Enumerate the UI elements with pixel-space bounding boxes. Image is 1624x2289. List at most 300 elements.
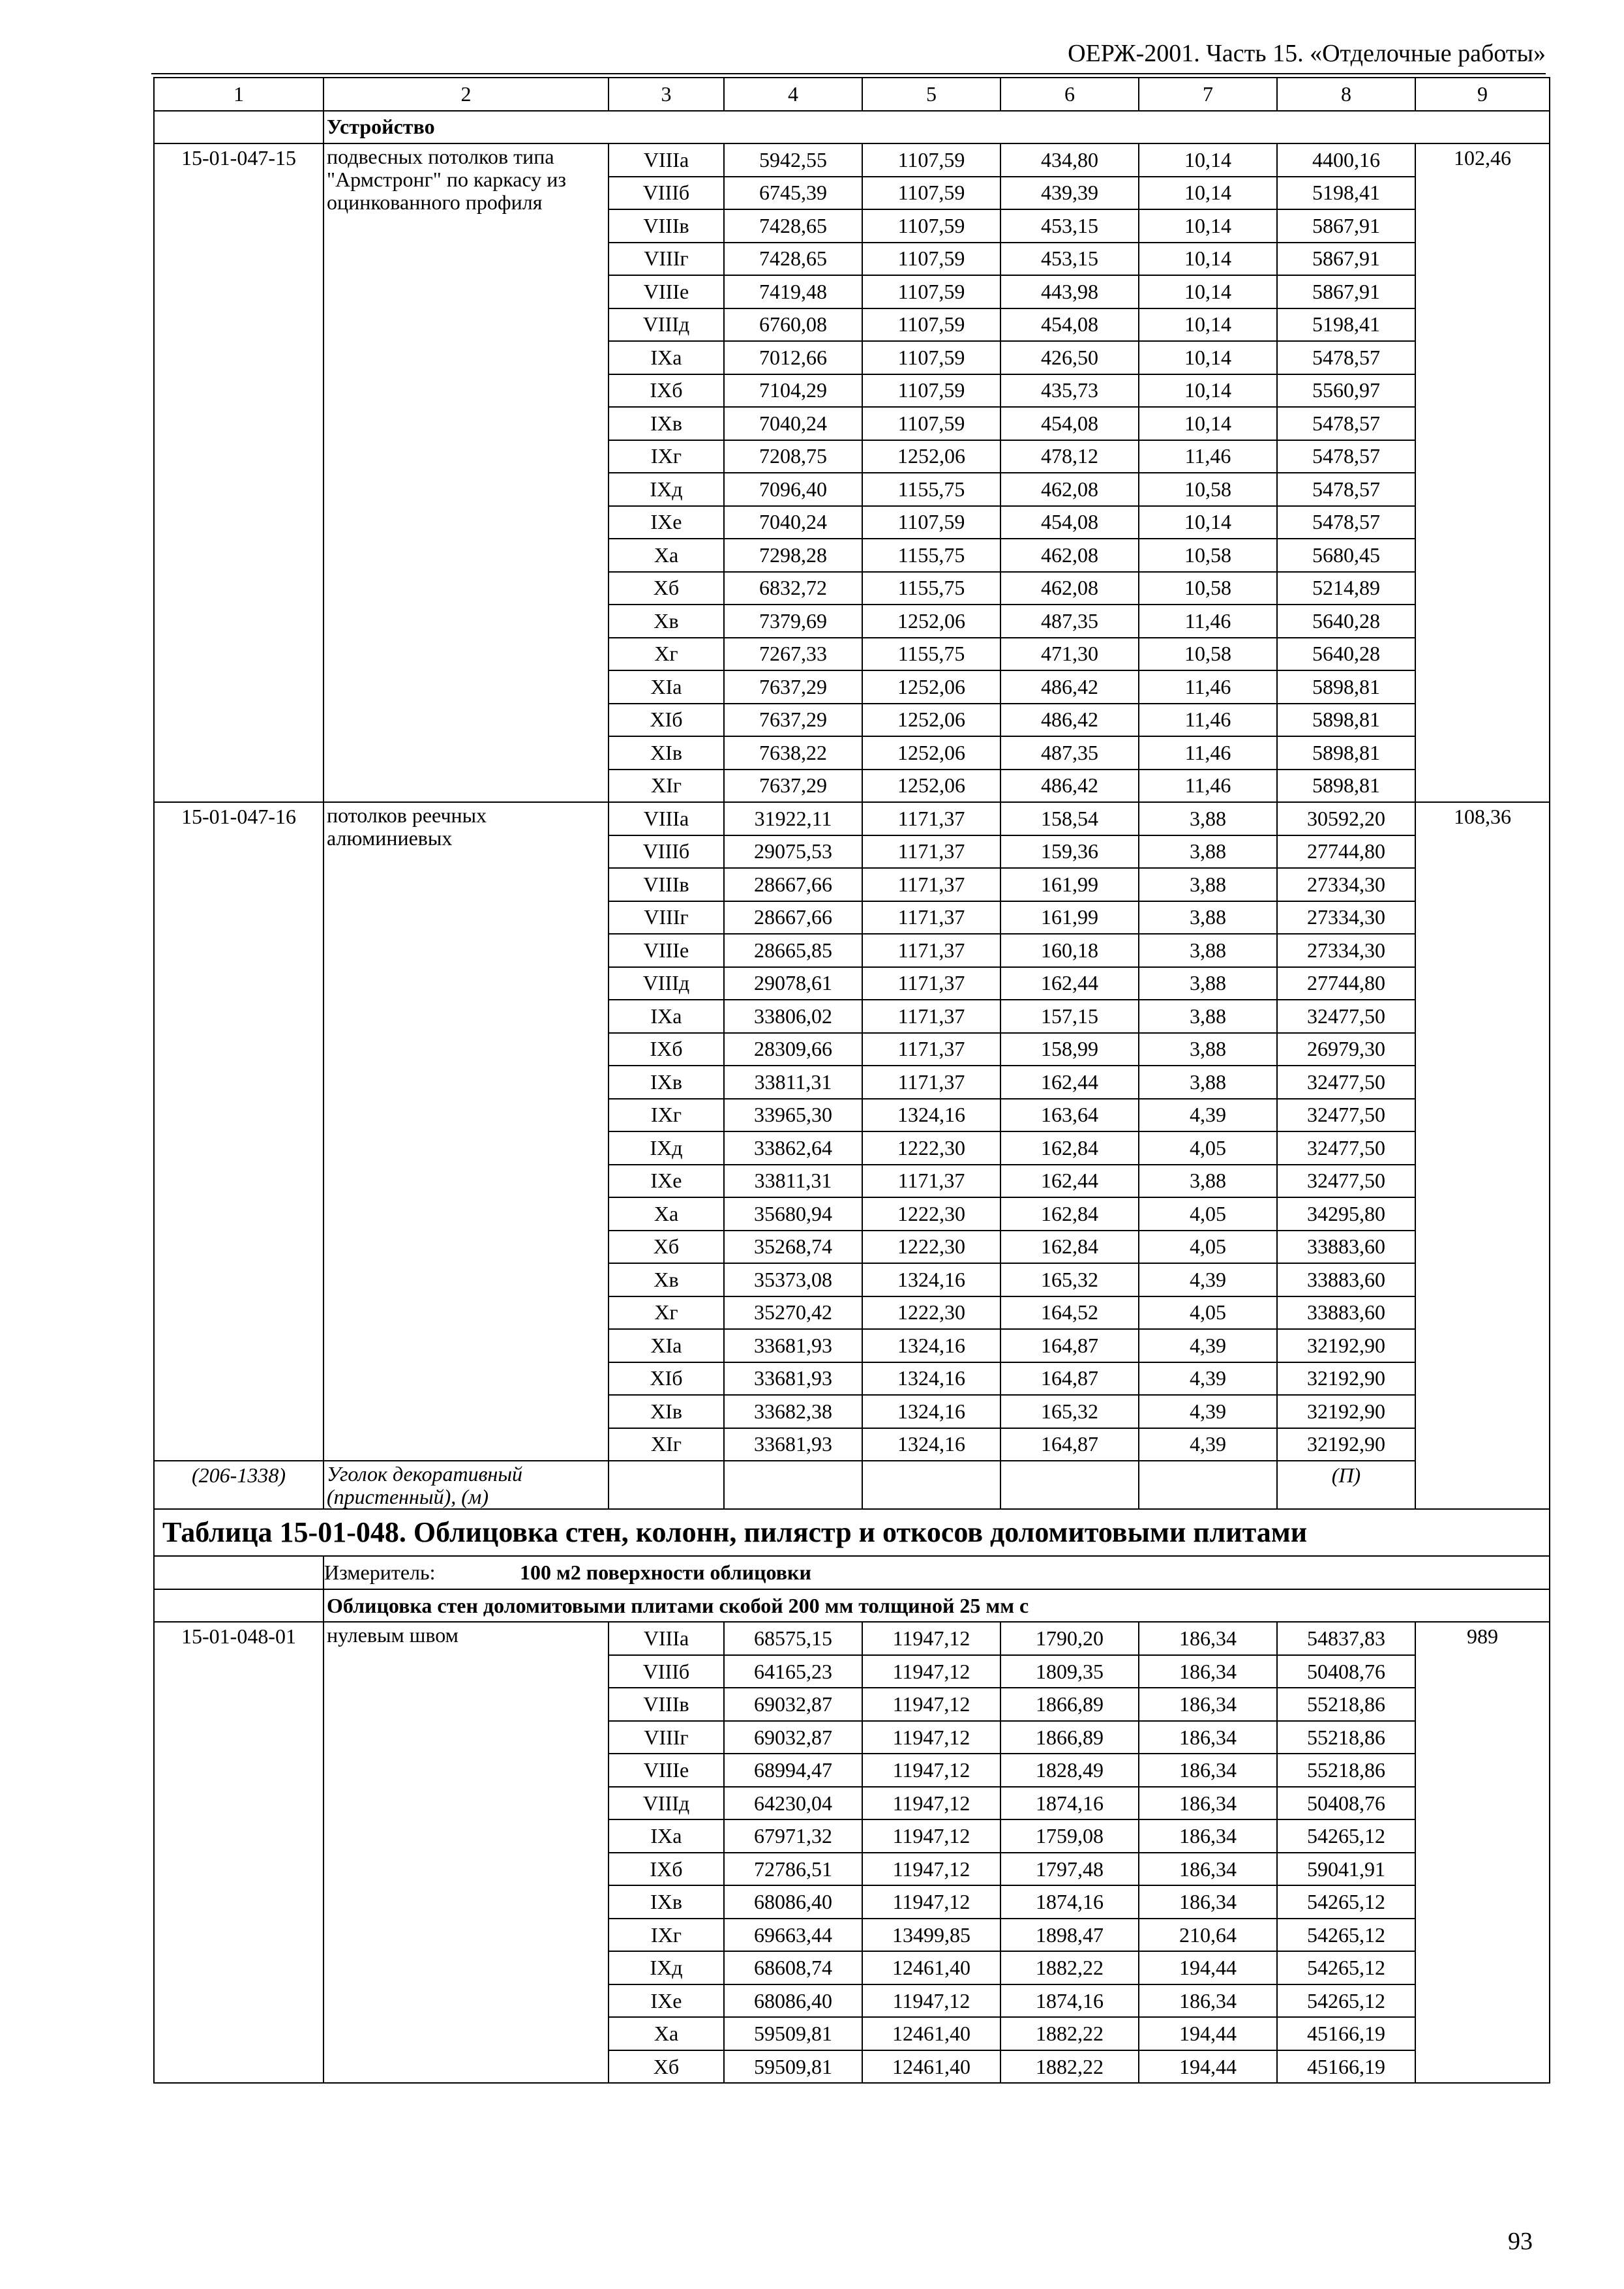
note-name: Уголок декоративный (пристенный), (м) — [323, 1461, 609, 1509]
value-cell: 5867,91 — [1277, 243, 1415, 276]
value-cell: 11947,12 — [862, 1819, 1000, 1853]
zone-cell: IXе — [609, 1984, 724, 2018]
value-cell: 72786,51 — [724, 1853, 862, 1886]
value-cell: 10,14 — [1139, 308, 1277, 342]
value-cell: 59509,81 — [724, 2017, 862, 2050]
value-cell: 7428,65 — [724, 209, 862, 243]
value-cell: 3,88 — [1139, 868, 1277, 901]
value-cell: 1252,06 — [862, 605, 1000, 638]
zone-cell: VIIIв — [609, 868, 724, 901]
zone-cell: VIIIв — [609, 209, 724, 243]
value-cell: 11947,12 — [862, 1885, 1000, 1919]
value-cell: 1324,16 — [862, 1362, 1000, 1396]
value-cell: 7040,24 — [724, 407, 862, 440]
value-cell: 29078,61 — [724, 967, 862, 1000]
zone-cell: XIа — [609, 670, 724, 704]
value-cell: 5478,57 — [1277, 341, 1415, 374]
value-cell: 1252,06 — [862, 670, 1000, 704]
value-cell: 162,44 — [1000, 967, 1139, 1000]
value-cell: 1171,37 — [862, 1066, 1000, 1099]
value-cell: 59509,81 — [724, 2050, 862, 2084]
value-cell: 7637,29 — [724, 704, 862, 737]
value-cell: 478,12 — [1000, 440, 1139, 473]
value-cell: 11947,12 — [862, 1853, 1000, 1886]
value-cell: 1171,37 — [862, 1000, 1000, 1033]
zone-cell: IXд — [609, 1131, 724, 1165]
value-cell: 4,05 — [1139, 1131, 1277, 1165]
note-code: (206-1338) — [154, 1461, 323, 1509]
value-cell: 1809,35 — [1000, 1655, 1139, 1688]
value-cell: 5898,81 — [1277, 770, 1415, 803]
value-cell: 160,18 — [1000, 934, 1139, 967]
value-cell: 55218,86 — [1277, 1721, 1415, 1754]
value-cell: 434,80 — [1000, 143, 1139, 177]
zone-cell: XIв — [609, 1395, 724, 1428]
value-cell: 1171,37 — [862, 901, 1000, 935]
section-heading-row — [154, 111, 1550, 144]
value-cell: 1324,16 — [862, 1263, 1000, 1296]
zone-cell: IXа — [609, 1819, 724, 1853]
value-cell: 32477,50 — [1277, 1165, 1415, 1198]
value-cell: 1866,89 — [1000, 1688, 1139, 1721]
table-title-row — [154, 1509, 1550, 1556]
value-cell: 186,34 — [1139, 1853, 1277, 1886]
value-cell: 7267,33 — [724, 638, 862, 671]
value-cell: 45166,19 — [1277, 2050, 1415, 2084]
value-cell: 7208,75 — [724, 440, 862, 473]
value-cell: 1107,59 — [862, 341, 1000, 374]
zone-cell: VIIIг — [609, 901, 724, 935]
value-cell: 5898,81 — [1277, 736, 1415, 770]
zone-cell: IXе — [609, 1165, 724, 1198]
zone-cell: Xг — [609, 638, 724, 671]
value-cell: 28309,66 — [724, 1033, 862, 1066]
table-row — [154, 143, 1550, 177]
empty-cell — [862, 1461, 1000, 1509]
value-cell: 1107,59 — [862, 243, 1000, 276]
page-header: ОЕРЖ-2001. Часть 15. «Отделочные работы» — [1068, 40, 1546, 67]
subheading: Облицовка стен доломитовыми плитами скобой 200 мм толщиной 25 мм с — [323, 1589, 1550, 1623]
value-cell: 11,46 — [1139, 704, 1277, 737]
value-cell: 10,58 — [1139, 473, 1277, 506]
value-cell: 32192,90 — [1277, 1395, 1415, 1428]
value-cell: 67971,32 — [724, 1819, 862, 1853]
value-cell: 158,54 — [1000, 802, 1139, 835]
value-cell: 1252,06 — [862, 704, 1000, 737]
zone-cell: IXб — [609, 1853, 724, 1886]
value-cell: 1882,22 — [1000, 1951, 1139, 1984]
col9-value: 108,36 — [1415, 802, 1550, 1509]
value-cell: 10,58 — [1139, 572, 1277, 605]
zone-cell: IXг — [609, 440, 724, 473]
zone-cell: VIIIе — [609, 1754, 724, 1787]
value-cell: 1107,59 — [862, 374, 1000, 408]
value-cell: 4,39 — [1139, 1428, 1277, 1461]
value-cell: 1790,20 — [1000, 1622, 1139, 1655]
col-number: 4 — [724, 78, 862, 111]
value-cell: 162,84 — [1000, 1197, 1139, 1231]
value-cell: 5560,97 — [1277, 374, 1415, 408]
value-cell: 7096,40 — [724, 473, 862, 506]
zone-cell: VIIIг — [609, 1721, 724, 1754]
note-col8: (П) — [1277, 1461, 1415, 1509]
zone-cell: VIIIе — [609, 934, 724, 967]
value-cell: 55218,86 — [1277, 1688, 1415, 1721]
value-cell: 5942,55 — [724, 143, 862, 177]
value-cell: 453,15 — [1000, 209, 1139, 243]
value-cell: 454,08 — [1000, 506, 1139, 539]
value-cell: 7638,22 — [724, 736, 862, 770]
value-cell: 10,14 — [1139, 209, 1277, 243]
value-cell: 1155,75 — [862, 539, 1000, 572]
value-cell: 33883,60 — [1277, 1263, 1415, 1296]
value-cell: 33883,60 — [1277, 1231, 1415, 1264]
value-cell: 33681,93 — [724, 1329, 862, 1362]
value-cell: 11947,12 — [862, 1655, 1000, 1688]
zone-cell: IXд — [609, 1951, 724, 1984]
zone-cell: IXа — [609, 341, 724, 374]
value-cell: 7637,29 — [724, 670, 862, 704]
value-cell: 164,87 — [1000, 1428, 1139, 1461]
table-row — [154, 802, 1550, 835]
value-cell: 5680,45 — [1277, 539, 1415, 572]
value-cell: 186,34 — [1139, 1721, 1277, 1754]
value-cell: 33811,31 — [724, 1066, 862, 1099]
zone-cell: IXв — [609, 407, 724, 440]
value-cell: 3,88 — [1139, 901, 1277, 935]
zone-cell: VIIIа — [609, 143, 724, 177]
value-cell: 454,08 — [1000, 407, 1139, 440]
value-cell: 11,46 — [1139, 440, 1277, 473]
value-cell: 32477,50 — [1277, 1099, 1415, 1132]
value-cell: 1222,30 — [862, 1131, 1000, 1165]
value-cell: 4,05 — [1139, 1197, 1277, 1231]
empty-cell — [154, 1589, 323, 1623]
value-cell: 462,08 — [1000, 473, 1139, 506]
value-cell: 4400,16 — [1277, 143, 1415, 177]
value-cell: 5867,91 — [1277, 209, 1415, 243]
value-cell: 1171,37 — [862, 967, 1000, 1000]
value-cell: 33811,31 — [724, 1165, 862, 1198]
value-cell: 10,14 — [1139, 341, 1277, 374]
value-cell: 1866,89 — [1000, 1721, 1139, 1754]
value-cell: 11,46 — [1139, 670, 1277, 704]
value-cell: 5478,57 — [1277, 506, 1415, 539]
zone-cell: Xв — [609, 1263, 724, 1296]
zone-cell: Xб — [609, 572, 724, 605]
value-cell: 1252,06 — [862, 736, 1000, 770]
value-cell: 1828,49 — [1000, 1754, 1139, 1787]
value-cell: 1324,16 — [862, 1428, 1000, 1461]
value-cell: 1107,59 — [862, 275, 1000, 308]
note-row — [154, 1461, 1550, 1509]
zone-cell: IXг — [609, 1919, 724, 1952]
value-cell: 10,14 — [1139, 243, 1277, 276]
zone-cell: VIIIд — [609, 308, 724, 342]
value-cell: 10,14 — [1139, 143, 1277, 177]
value-cell: 3,88 — [1139, 967, 1277, 1000]
col-number: 1 — [154, 78, 323, 111]
value-cell: 210,64 — [1139, 1919, 1277, 1952]
zone-cell: VIIIа — [609, 1622, 724, 1655]
value-cell: 30592,20 — [1277, 802, 1415, 835]
value-cell: 32477,50 — [1277, 1131, 1415, 1165]
value-cell: 33862,64 — [724, 1131, 862, 1165]
zone-cell: XIг — [609, 770, 724, 803]
value-cell: 443,98 — [1000, 275, 1139, 308]
value-cell: 55218,86 — [1277, 1754, 1415, 1787]
value-cell: 1874,16 — [1000, 1787, 1139, 1820]
value-cell: 10,14 — [1139, 407, 1277, 440]
value-cell: 1882,22 — [1000, 2050, 1139, 2084]
value-cell: 54265,12 — [1277, 1984, 1415, 2018]
value-cell: 3,88 — [1139, 1000, 1277, 1033]
norm-code: 15-01-047-16 — [154, 802, 323, 1461]
value-cell: 32477,50 — [1277, 1000, 1415, 1033]
table-title: Таблица 15-01-048. Облицовка стен, колонн, пилястр и откосов доломитовыми плитами — [154, 1509, 1550, 1556]
value-cell: 10,58 — [1139, 539, 1277, 572]
value-cell: 31922,11 — [724, 802, 862, 835]
value-cell: 4,39 — [1139, 1329, 1277, 1362]
zone-cell: IXв — [609, 1885, 724, 1919]
value-cell: 163,64 — [1000, 1099, 1139, 1132]
value-cell: 1874,16 — [1000, 1984, 1139, 2018]
zone-cell: VIIIб — [609, 1655, 724, 1688]
value-cell: 27334,30 — [1277, 934, 1415, 967]
value-cell: 32192,90 — [1277, 1428, 1415, 1461]
value-cell: 50408,76 — [1277, 1787, 1415, 1820]
value-cell: 453,15 — [1000, 243, 1139, 276]
value-cell: 462,08 — [1000, 539, 1139, 572]
page-number: 93 — [1508, 2228, 1533, 2255]
value-cell: 33806,02 — [724, 1000, 862, 1033]
value-cell: 10,14 — [1139, 177, 1277, 210]
value-cell: 35680,94 — [724, 1197, 862, 1231]
value-cell: 4,05 — [1139, 1296, 1277, 1330]
zone-cell: XIг — [609, 1428, 724, 1461]
value-cell: 27744,80 — [1277, 967, 1415, 1000]
col-number: 6 — [1000, 78, 1139, 111]
value-cell: 45166,19 — [1277, 2017, 1415, 2050]
value-cell: 27334,30 — [1277, 868, 1415, 901]
value-cell: 1171,37 — [862, 1033, 1000, 1066]
zone-cell: Xа — [609, 2017, 724, 2050]
zone-cell: XIб — [609, 704, 724, 737]
value-cell: 7379,69 — [724, 605, 862, 638]
value-cell: 435,73 — [1000, 374, 1139, 408]
value-cell: 5478,57 — [1277, 407, 1415, 440]
value-cell: 1107,59 — [862, 506, 1000, 539]
table-row — [154, 1622, 1550, 1655]
value-cell: 162,84 — [1000, 1131, 1139, 1165]
value-cell: 161,99 — [1000, 868, 1139, 901]
empty-cell — [724, 1461, 862, 1509]
value-cell: 33681,93 — [724, 1428, 862, 1461]
value-cell: 7040,24 — [724, 506, 862, 539]
value-cell: 1222,30 — [862, 1231, 1000, 1264]
value-cell: 186,34 — [1139, 1984, 1277, 2018]
zone-cell: Xа — [609, 1197, 724, 1231]
value-cell: 3,88 — [1139, 802, 1277, 835]
value-cell: 12461,40 — [862, 1951, 1000, 1984]
value-cell: 162,44 — [1000, 1165, 1139, 1198]
value-cell: 1155,75 — [862, 572, 1000, 605]
zone-cell: Xб — [609, 2050, 724, 2084]
value-cell: 11947,12 — [862, 1622, 1000, 1655]
norm-code: 15-01-047-15 — [154, 143, 323, 802]
value-cell: 1874,16 — [1000, 1885, 1139, 1919]
value-cell: 11,46 — [1139, 605, 1277, 638]
value-cell: 5640,28 — [1277, 638, 1415, 671]
zone-cell: Xв — [609, 605, 724, 638]
subheading-row — [154, 1589, 1550, 1623]
value-cell: 69663,44 — [724, 1919, 862, 1952]
col-number: 2 — [323, 78, 609, 111]
zone-cell: Xб — [609, 1231, 724, 1264]
value-cell: 35268,74 — [724, 1231, 862, 1264]
zone-cell: XIа — [609, 1329, 724, 1362]
zone-cell: XIб — [609, 1362, 724, 1396]
zone-cell: VIIIе — [609, 275, 724, 308]
value-cell: 10,14 — [1139, 506, 1277, 539]
value-cell: 6745,39 — [724, 177, 862, 210]
col-number: 8 — [1277, 78, 1415, 111]
header-rule — [151, 73, 1546, 74]
zone-cell: IXг — [609, 1099, 724, 1132]
zone-cell: IXа — [609, 1000, 724, 1033]
col-number: 5 — [862, 78, 1000, 111]
value-cell: 194,44 — [1139, 2017, 1277, 2050]
value-cell: 64165,23 — [724, 1655, 862, 1688]
value-cell: 33682,38 — [724, 1395, 862, 1428]
value-cell: 12461,40 — [862, 2050, 1000, 2084]
value-cell: 3,88 — [1139, 1165, 1277, 1198]
zone-cell: IXб — [609, 374, 724, 408]
value-cell: 164,87 — [1000, 1329, 1139, 1362]
value-cell: 1171,37 — [862, 802, 1000, 835]
value-cell: 1324,16 — [862, 1329, 1000, 1362]
value-cell: 5478,57 — [1277, 440, 1415, 473]
value-cell: 7298,28 — [724, 539, 862, 572]
value-cell: 486,42 — [1000, 770, 1139, 803]
col-number: 3 — [609, 78, 724, 111]
value-cell: 1759,08 — [1000, 1819, 1139, 1853]
value-cell: 1107,59 — [862, 143, 1000, 177]
value-cell: 186,34 — [1139, 1754, 1277, 1787]
value-cell: 1107,59 — [862, 407, 1000, 440]
value-cell: 68994,47 — [724, 1754, 862, 1787]
value-cell: 32192,90 — [1277, 1362, 1415, 1396]
zone-cell: VIIIа — [609, 802, 724, 835]
value-cell: 165,32 — [1000, 1263, 1139, 1296]
col-number: 7 — [1139, 78, 1277, 111]
value-cell: 59041,91 — [1277, 1853, 1415, 1886]
col9-value: 989 — [1415, 1622, 1550, 2083]
zone-cell: XIв — [609, 736, 724, 770]
value-cell: 54837,83 — [1277, 1622, 1415, 1655]
value-cell: 159,36 — [1000, 835, 1139, 869]
value-cell: 54265,12 — [1277, 1919, 1415, 1952]
value-cell: 5898,81 — [1277, 704, 1415, 737]
value-cell: 28667,66 — [724, 901, 862, 935]
value-cell: 1171,37 — [862, 835, 1000, 869]
value-cell: 165,32 — [1000, 1395, 1139, 1428]
value-cell: 4,39 — [1139, 1263, 1277, 1296]
zone-cell: VIIIб — [609, 177, 724, 210]
value-cell: 5198,41 — [1277, 308, 1415, 342]
value-cell: 164,52 — [1000, 1296, 1139, 1330]
value-cell: 54265,12 — [1277, 1819, 1415, 1853]
value-cell: 157,15 — [1000, 1000, 1139, 1033]
value-cell: 6760,08 — [724, 308, 862, 342]
column-number-row — [154, 78, 1550, 111]
measure-value: 100 м2 поверхности облицовки — [520, 1561, 811, 1585]
value-cell: 28665,85 — [724, 934, 862, 967]
value-cell: 186,34 — [1139, 1787, 1277, 1820]
value-cell: 5198,41 — [1277, 177, 1415, 210]
value-cell: 34295,80 — [1277, 1197, 1415, 1231]
value-cell: 1324,16 — [862, 1395, 1000, 1428]
value-cell: 13499,85 — [862, 1919, 1000, 1952]
value-cell: 11,46 — [1139, 736, 1277, 770]
value-cell: 5640,28 — [1277, 605, 1415, 638]
norm-code: 15-01-048-01 — [154, 1622, 323, 2083]
value-cell: 1252,06 — [862, 440, 1000, 473]
value-cell: 4,39 — [1139, 1395, 1277, 1428]
zone-cell: Xа — [609, 539, 724, 572]
value-cell: 5898,81 — [1277, 670, 1415, 704]
zone-cell: IXе — [609, 506, 724, 539]
value-cell: 186,34 — [1139, 1688, 1277, 1721]
value-cell: 7104,29 — [724, 374, 862, 408]
value-cell: 161,99 — [1000, 901, 1139, 935]
value-cell: 11947,12 — [862, 1721, 1000, 1754]
value-cell: 12461,40 — [862, 2017, 1000, 2050]
value-cell: 33883,60 — [1277, 1296, 1415, 1330]
value-cell: 68608,74 — [724, 1951, 862, 1984]
work-name: нулевым швом — [323, 1622, 609, 2083]
value-cell: 11947,12 — [862, 1984, 1000, 2018]
value-cell: 7419,48 — [724, 275, 862, 308]
work-name: потолков реечных алюминиевых — [323, 802, 609, 1461]
empty-cell — [154, 1556, 323, 1589]
col-number: 9 — [1415, 78, 1550, 111]
empty-cell — [1139, 1461, 1277, 1509]
value-cell: 54265,12 — [1277, 1885, 1415, 1919]
work-name: подвесных потолков типа "Армстронг" по каркасу из оцинкованного профиля — [323, 143, 609, 802]
value-cell: 1171,37 — [862, 1165, 1000, 1198]
value-cell: 7012,66 — [724, 341, 862, 374]
col9-value: 102,46 — [1415, 143, 1550, 802]
zone-cell: IXб — [609, 1033, 724, 1066]
value-cell: 186,34 — [1139, 1885, 1277, 1919]
value-cell: 1107,59 — [862, 308, 1000, 342]
zone-cell: VIIIд — [609, 967, 724, 1000]
value-cell: 486,42 — [1000, 704, 1139, 737]
value-cell: 28667,66 — [724, 868, 862, 901]
zone-cell: IXд — [609, 473, 724, 506]
value-cell: 11947,12 — [862, 1688, 1000, 1721]
value-cell: 69032,87 — [724, 1688, 862, 1721]
value-cell: 7428,65 — [724, 243, 862, 276]
value-cell: 11,46 — [1139, 770, 1277, 803]
zone-cell: IXв — [609, 1066, 724, 1099]
value-cell: 462,08 — [1000, 572, 1139, 605]
value-cell: 186,34 — [1139, 1622, 1277, 1655]
value-cell: 1107,59 — [862, 209, 1000, 243]
price-table — [153, 77, 1550, 2084]
value-cell: 454,08 — [1000, 308, 1139, 342]
